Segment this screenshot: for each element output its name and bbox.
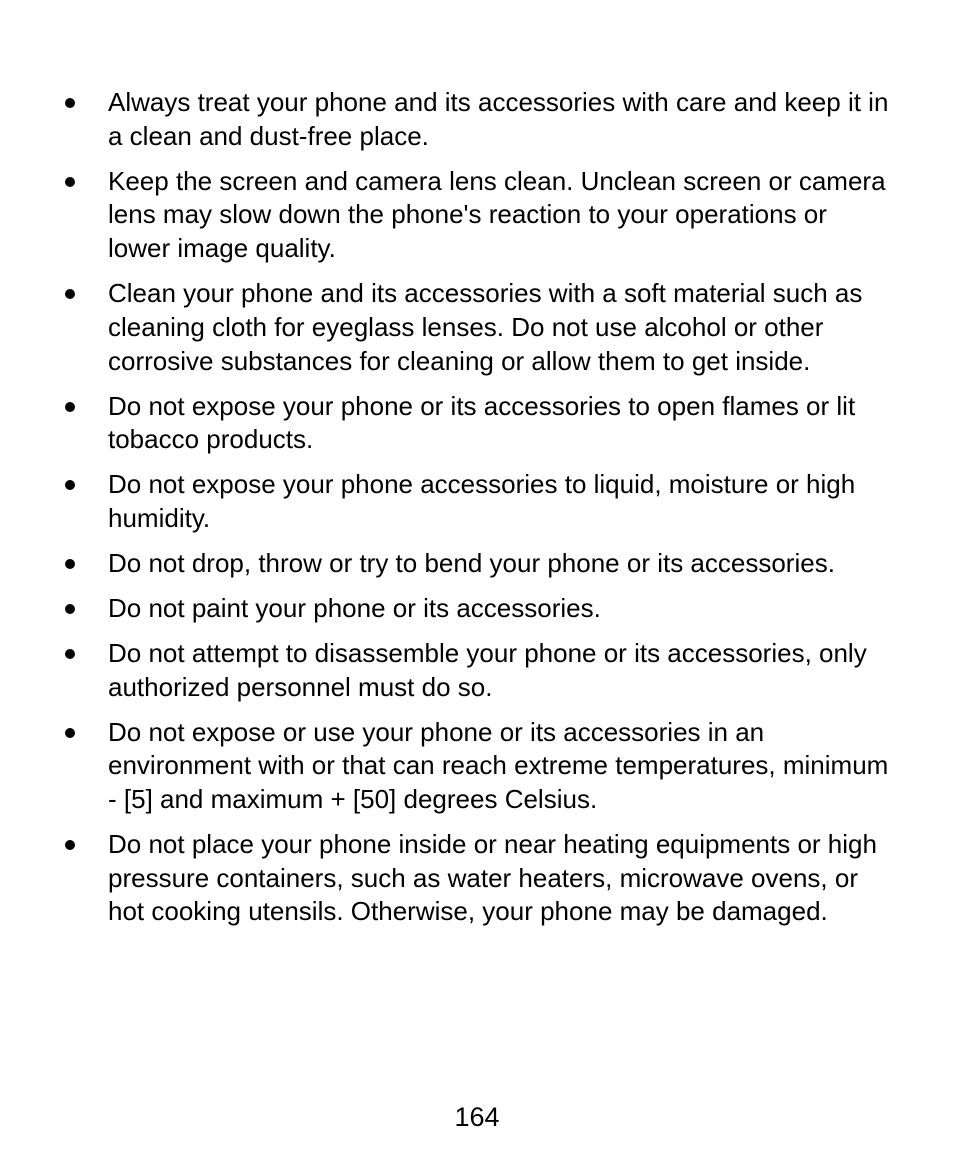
bullet-text: Do not place your phone inside or near heating equipments or high pressure containers, such as water heaters, microwave ovens, or hot cooking utensils. Otherwise, your phone may be damaged. — [108, 829, 877, 927]
bullet-dot-icon — [65, 559, 75, 569]
bullet-item — [60, 165, 890, 266]
bullet-text: Do not expose or use your phone or its accessories in an environment with or that can reach extreme temperatures, minimum - [5] and maximum + [50] degrees Celsius. — [108, 716, 889, 815]
bullet-dot-icon — [65, 840, 75, 850]
bullet-item — [60, 547, 890, 581]
bullet-text: Do not drop, throw or try to bend your phone or its accessories. — [108, 547, 835, 578]
page-number: 164 — [454, 1102, 500, 1132]
bullet-text: Do not attempt to disassemble your phone or its accessories, only authorized personnel must do so. — [108, 637, 867, 702]
bullet-item — [60, 592, 890, 626]
bullet-dot-icon — [65, 728, 75, 738]
bullet-dot-icon — [65, 649, 75, 659]
bullet-item — [60, 468, 890, 535]
bullet-text: Do not expose your phone accessories to liquid, moisture or high humidity. — [108, 469, 856, 533]
safety-bullet-list — [60, 86, 890, 940]
bullet-item — [60, 86, 890, 153]
bullet-text: Do not expose your phone or its accessories to open flames or lit tobacco products. — [108, 390, 856, 455]
bullet-dot-icon — [65, 177, 75, 187]
bullet-dot-icon — [65, 480, 75, 490]
bullet-item — [60, 390, 890, 457]
bullet-item — [60, 637, 890, 704]
bullet-text: Clean your phone and its accessories with a soft material such as cleaning cloth for eyeglass lenses. Do not use alcohol or other corrosive substances for cleaning or allow them to get inside. — [108, 278, 863, 376]
bullet-dot-icon — [65, 289, 75, 299]
bullet-dot-icon — [65, 98, 75, 108]
bullet-text: Always treat your phone and its accessories with care and keep it in a clean and dust-free place. — [108, 87, 889, 151]
bullet-item — [60, 828, 890, 929]
bullet-text: Keep the screen and camera lens clean. Unclean screen or camera lens may slow down the phone's reaction to your operations or lower image quality. — [108, 165, 886, 264]
bullet-dot-icon — [65, 402, 75, 412]
bullet-item — [60, 716, 890, 817]
bullet-item — [60, 277, 890, 378]
bullet-text: Do not paint your phone or its accessories. — [108, 592, 601, 623]
bullet-dot-icon — [65, 604, 75, 614]
